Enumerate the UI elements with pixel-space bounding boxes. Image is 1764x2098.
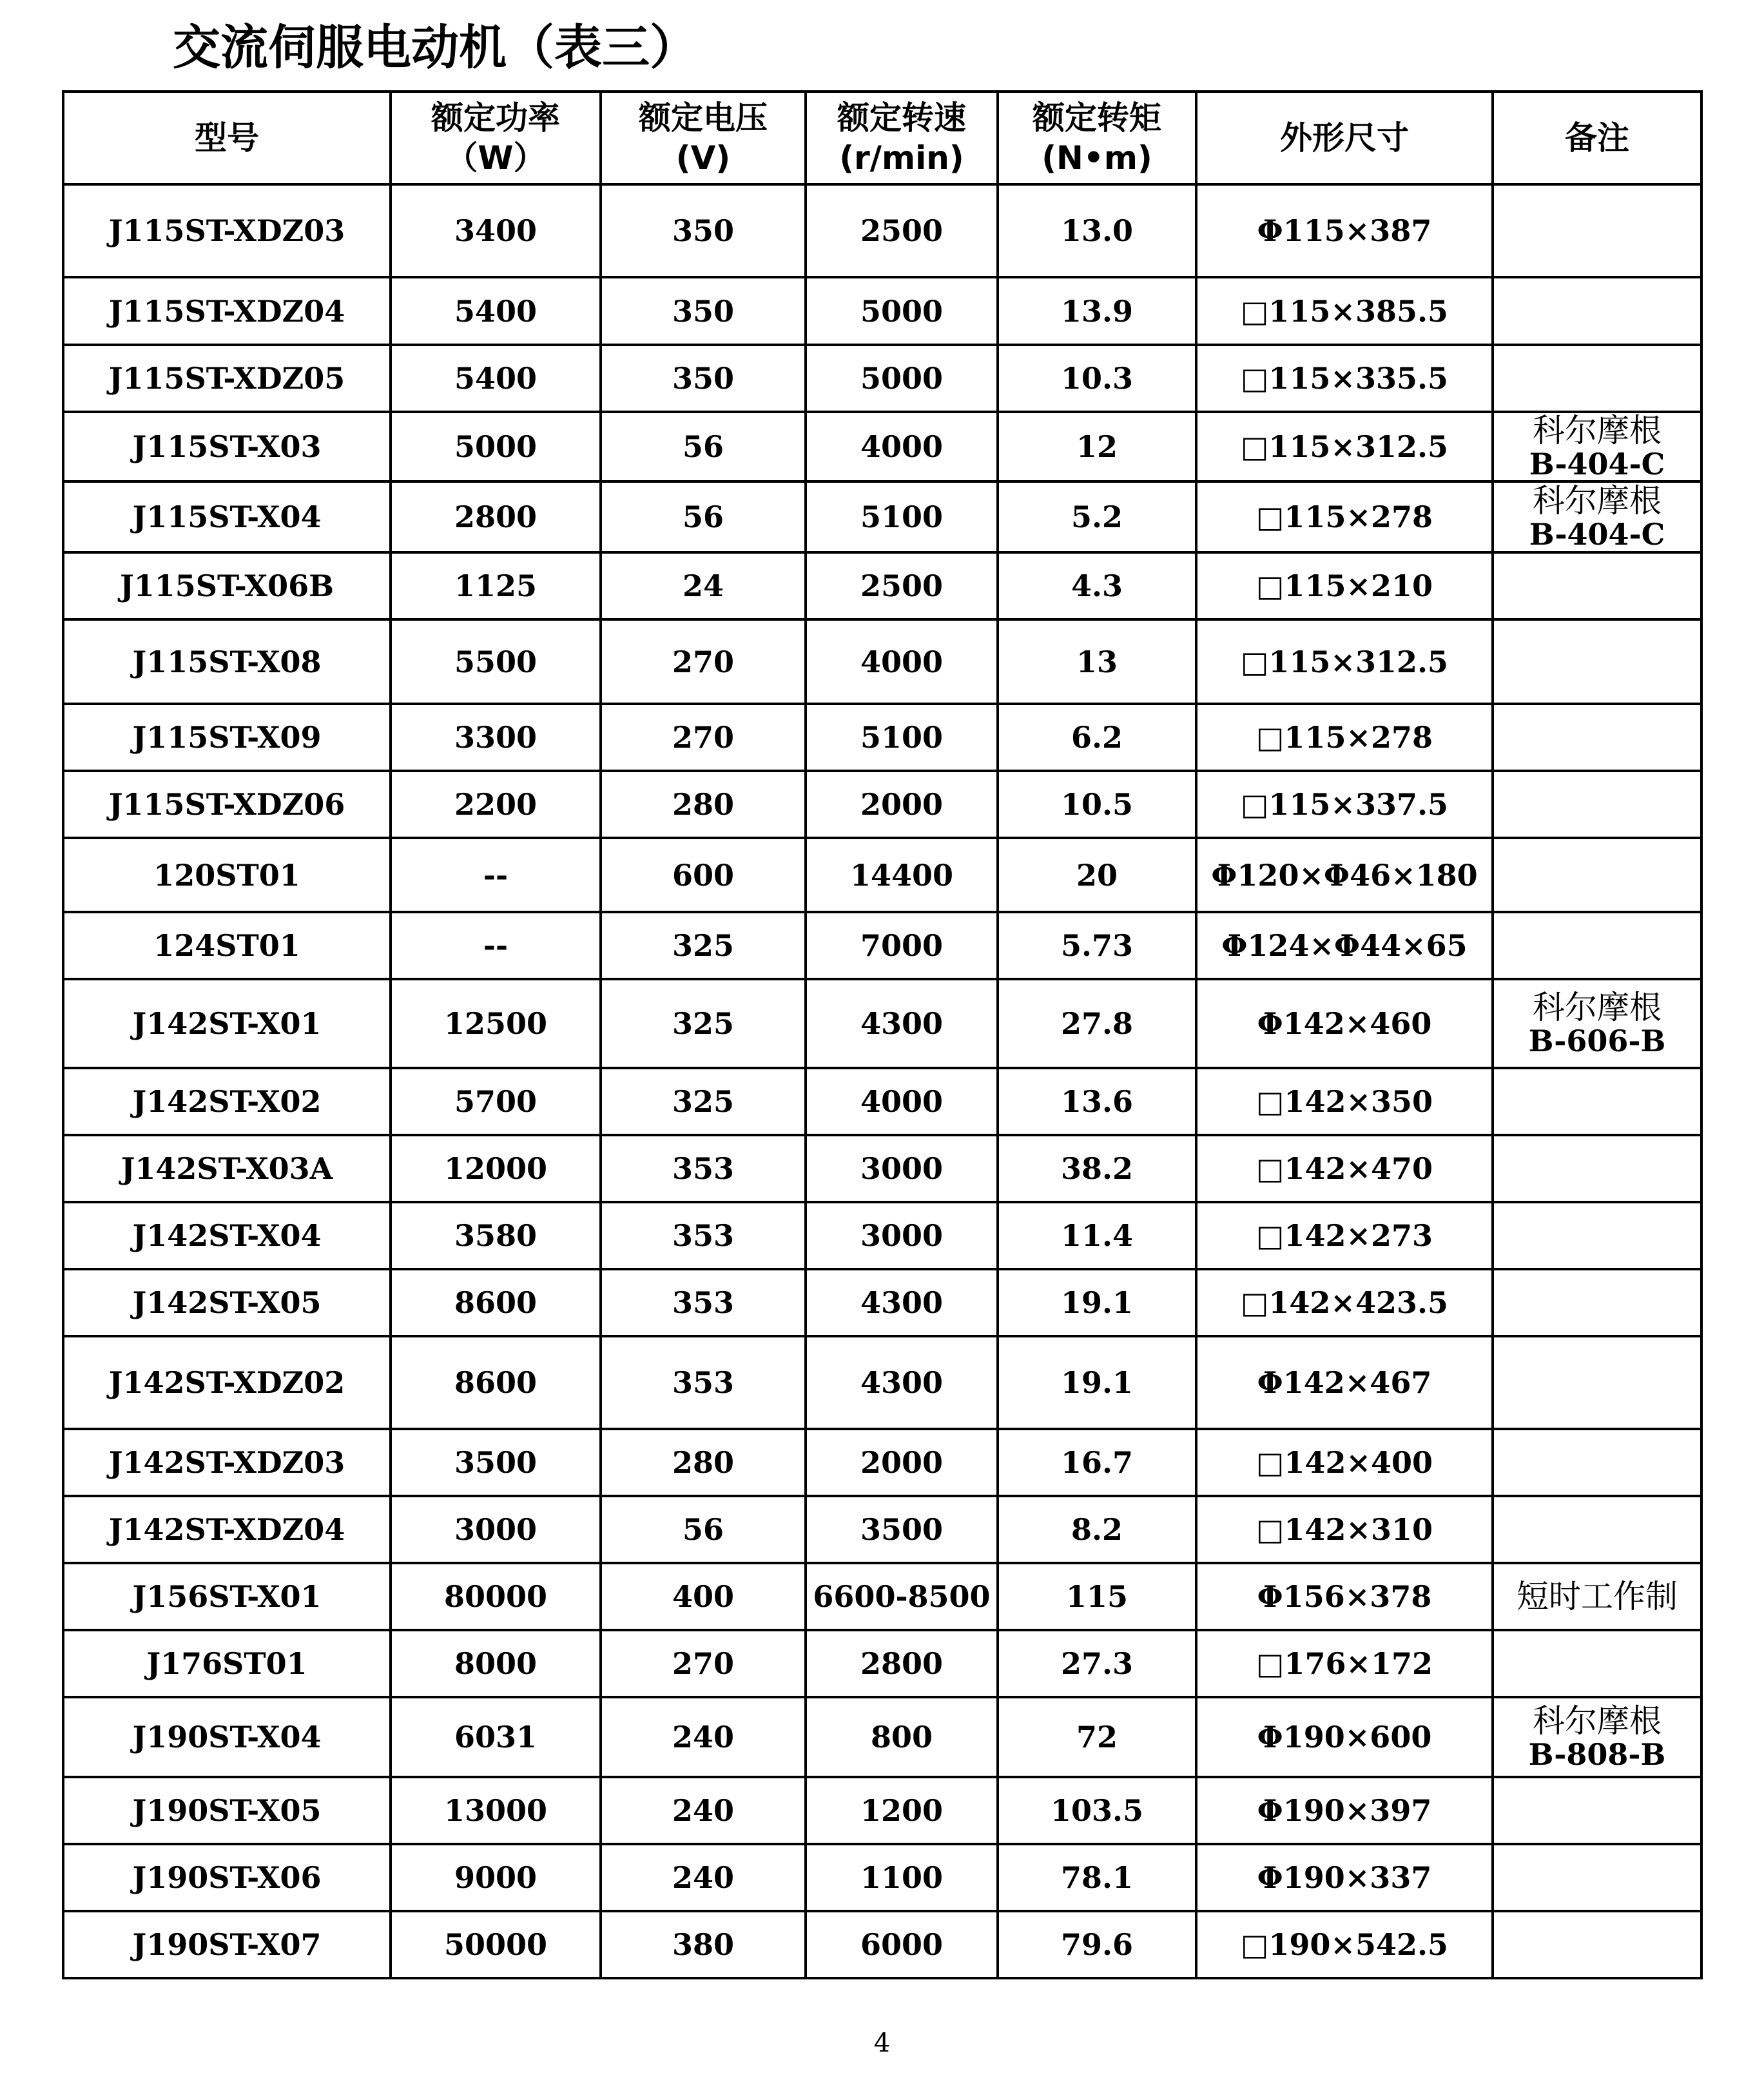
model-cell: 124ST01 bbox=[63, 912, 391, 979]
torque-cell: 8.2 bbox=[998, 1496, 1196, 1563]
note-cell bbox=[1493, 1911, 1701, 1978]
speed-cell: 6600-8500 bbox=[806, 1563, 998, 1630]
model-cell: J115ST-XDZ04 bbox=[63, 277, 391, 345]
torque-cell: 6.2 bbox=[998, 704, 1196, 771]
torque-cell: 19.1 bbox=[998, 1269, 1196, 1336]
torque-cell: 20 bbox=[998, 838, 1196, 912]
note-cell bbox=[1493, 771, 1701, 838]
table-row bbox=[63, 1135, 1701, 1202]
dimensions-cell: Φ190×600 bbox=[1196, 1697, 1493, 1777]
note-cell bbox=[1493, 1777, 1701, 1844]
voltage-cell: 240 bbox=[601, 1777, 806, 1844]
header-note bbox=[1493, 92, 1701, 184]
dimensions-cell: □142×400 bbox=[1196, 1429, 1493, 1496]
torque-cell: 27.8 bbox=[998, 979, 1196, 1068]
power-cell: 3400 bbox=[391, 184, 601, 277]
dimensions-cell: Φ142×467 bbox=[1196, 1336, 1493, 1429]
header-speed bbox=[806, 92, 998, 184]
dimensions-cell: □142×273 bbox=[1196, 1202, 1493, 1269]
model-cell: J142ST-X05 bbox=[63, 1269, 391, 1336]
table-row bbox=[63, 1911, 1701, 1978]
header-label-line: 额定功率 bbox=[431, 99, 560, 137]
header-label-line: 额定转矩 bbox=[1032, 99, 1161, 137]
model-cell: J142ST-XDZ03 bbox=[63, 1429, 391, 1496]
table-row bbox=[63, 1068, 1701, 1135]
power-cell: 80000 bbox=[391, 1563, 601, 1630]
table-row bbox=[63, 1336, 1701, 1429]
speed-cell: 4000 bbox=[806, 1068, 998, 1135]
model-cell: J115ST-X08 bbox=[63, 619, 391, 704]
model-cell: J176ST01 bbox=[63, 1630, 391, 1697]
torque-cell: 79.6 bbox=[998, 1911, 1196, 1978]
speed-cell: 4000 bbox=[806, 619, 998, 704]
power-cell: 50000 bbox=[391, 1911, 601, 1978]
note-line: 短时工作制 bbox=[1517, 1578, 1678, 1615]
dimensions-cell: □115×337.5 bbox=[1196, 771, 1493, 838]
note-cell bbox=[1493, 1336, 1701, 1429]
model-cell: J142ST-X01 bbox=[63, 979, 391, 1068]
model-cell: J115ST-X06B bbox=[63, 552, 391, 619]
torque-cell: 78.1 bbox=[998, 1844, 1196, 1911]
speed-cell: 1200 bbox=[806, 1777, 998, 1844]
dimensions-cell: □142×470 bbox=[1196, 1135, 1493, 1202]
header-label-line: (N•m) bbox=[1042, 139, 1152, 177]
torque-cell: 10.5 bbox=[998, 771, 1196, 838]
power-cell: 3300 bbox=[391, 704, 601, 771]
power-cell: -- bbox=[391, 838, 601, 912]
torque-cell: 13.6 bbox=[998, 1068, 1196, 1135]
torque-cell: 19.1 bbox=[998, 1336, 1196, 1429]
note-cell bbox=[1493, 1429, 1701, 1496]
table-row bbox=[63, 412, 1701, 481]
voltage-cell: 56 bbox=[601, 412, 806, 481]
model-cell: J190ST-X06 bbox=[63, 1844, 391, 1911]
voltage-cell: 240 bbox=[601, 1844, 806, 1911]
torque-cell: 27.3 bbox=[998, 1630, 1196, 1697]
dimensions-cell: Φ124×Φ44×65 bbox=[1196, 912, 1493, 979]
header-label-line: (r/min) bbox=[839, 139, 964, 177]
header-power bbox=[391, 92, 601, 184]
header-model bbox=[63, 92, 391, 184]
note-line: B-404-C bbox=[1529, 447, 1665, 481]
dimensions-cell: □115×335.5 bbox=[1196, 345, 1493, 412]
power-cell: 12000 bbox=[391, 1135, 601, 1202]
dimensions-cell: □142×423.5 bbox=[1196, 1269, 1493, 1336]
power-cell: 5400 bbox=[391, 345, 601, 412]
header-voltage bbox=[601, 92, 806, 184]
note-line: 科尔摩根 bbox=[1533, 482, 1662, 520]
note-cell bbox=[1493, 184, 1701, 277]
page-number: 4 bbox=[873, 2028, 891, 2058]
voltage-cell: 350 bbox=[601, 184, 806, 277]
speed-cell: 5000 bbox=[806, 277, 998, 345]
power-cell: 3580 bbox=[391, 1202, 601, 1269]
voltage-cell: 353 bbox=[601, 1269, 806, 1336]
power-cell: -- bbox=[391, 912, 601, 979]
note-cell bbox=[1493, 1496, 1701, 1563]
table-row bbox=[63, 277, 1701, 345]
voltage-cell: 600 bbox=[601, 838, 806, 912]
table-row bbox=[63, 619, 1701, 704]
speed-cell: 4300 bbox=[806, 1336, 998, 1429]
table-row bbox=[63, 838, 1701, 912]
dimensions-cell: □142×350 bbox=[1196, 1068, 1493, 1135]
table-body bbox=[63, 184, 1701, 1978]
speed-cell: 7000 bbox=[806, 912, 998, 979]
power-cell: 8600 bbox=[391, 1336, 601, 1429]
model-cell: J115ST-X03 bbox=[63, 412, 391, 481]
voltage-cell: 350 bbox=[601, 345, 806, 412]
note-cell bbox=[1493, 1697, 1701, 1777]
dimensions-cell: Φ142×460 bbox=[1196, 979, 1493, 1068]
model-cell: J190ST-X04 bbox=[63, 1697, 391, 1777]
header-torque bbox=[998, 92, 1196, 184]
table-header-row bbox=[63, 92, 1701, 184]
power-cell: 3500 bbox=[391, 1429, 601, 1496]
model-cell: J142ST-X02 bbox=[63, 1068, 391, 1135]
model-cell: J115ST-XDZ06 bbox=[63, 771, 391, 838]
model-cell: 120ST01 bbox=[63, 838, 391, 912]
dimensions-cell: Φ156×378 bbox=[1196, 1563, 1493, 1630]
table-row bbox=[63, 184, 1701, 277]
voltage-cell: 353 bbox=[601, 1336, 806, 1429]
note-cell bbox=[1493, 345, 1701, 412]
note-cell bbox=[1493, 1844, 1701, 1911]
dimensions-cell: □115×278 bbox=[1196, 481, 1493, 552]
speed-cell: 2500 bbox=[806, 184, 998, 277]
power-cell: 8000 bbox=[391, 1630, 601, 1697]
table-row bbox=[63, 1496, 1701, 1563]
dimensions-cell: Φ120×Φ46×180 bbox=[1196, 838, 1493, 912]
power-cell: 9000 bbox=[391, 1844, 601, 1911]
torque-cell: 12 bbox=[998, 412, 1196, 481]
power-cell: 12500 bbox=[391, 979, 601, 1068]
voltage-cell: 350 bbox=[601, 277, 806, 345]
note-cell bbox=[1493, 912, 1701, 979]
torque-cell: 11.4 bbox=[998, 1202, 1196, 1269]
voltage-cell: 325 bbox=[601, 912, 806, 979]
torque-cell: 115 bbox=[998, 1563, 1196, 1630]
torque-cell: 38.2 bbox=[998, 1135, 1196, 1202]
torque-cell: 13.9 bbox=[998, 277, 1196, 345]
voltage-cell: 24 bbox=[601, 552, 806, 619]
model-cell: J142ST-X04 bbox=[63, 1202, 391, 1269]
table-row bbox=[63, 1630, 1701, 1697]
model-cell: J142ST-XDZ02 bbox=[63, 1336, 391, 1429]
note-cell bbox=[1493, 552, 1701, 619]
table-row bbox=[63, 912, 1701, 979]
voltage-cell: 270 bbox=[601, 619, 806, 704]
torque-cell: 72 bbox=[998, 1697, 1196, 1777]
speed-cell: 5100 bbox=[806, 481, 998, 552]
header-dimensions bbox=[1196, 92, 1493, 184]
power-cell: 5500 bbox=[391, 619, 601, 704]
voltage-cell: 325 bbox=[601, 1068, 806, 1135]
table-row bbox=[63, 979, 1701, 1068]
table-row bbox=[63, 771, 1701, 838]
voltage-cell: 240 bbox=[601, 1697, 806, 1777]
speed-cell: 800 bbox=[806, 1697, 998, 1777]
note-cell bbox=[1493, 277, 1701, 345]
model-cell: J115ST-XDZ05 bbox=[63, 345, 391, 412]
note-cell bbox=[1493, 619, 1701, 704]
torque-cell: 10.3 bbox=[998, 345, 1196, 412]
note-line: 科尔摩根 bbox=[1533, 412, 1662, 449]
table-row bbox=[63, 1429, 1701, 1496]
note-cell bbox=[1493, 838, 1701, 912]
speed-cell: 6000 bbox=[806, 1911, 998, 1978]
table-row bbox=[63, 345, 1701, 412]
power-cell: 5400 bbox=[391, 277, 601, 345]
voltage-cell: 270 bbox=[601, 704, 806, 771]
header-label-line: (V) bbox=[675, 139, 731, 177]
note-line: B-606-B bbox=[1528, 1024, 1666, 1058]
power-cell: 1125 bbox=[391, 552, 601, 619]
table-row bbox=[63, 1697, 1701, 1777]
power-cell: 2800 bbox=[391, 481, 601, 552]
note-line: B-404-C bbox=[1529, 517, 1665, 552]
note-line: 科尔摩根 bbox=[1533, 1702, 1662, 1740]
model-cell: J142ST-X03A bbox=[63, 1135, 391, 1202]
model-cell: J115ST-X09 bbox=[63, 704, 391, 771]
table-row bbox=[63, 1202, 1701, 1269]
specs-table bbox=[62, 90, 1703, 1979]
model-cell: J156ST-X01 bbox=[63, 1563, 391, 1630]
dimensions-cell: □115×210 bbox=[1196, 552, 1493, 619]
model-cell: J142ST-XDZ04 bbox=[63, 1496, 391, 1563]
voltage-cell: 280 bbox=[601, 771, 806, 838]
speed-cell: 2000 bbox=[806, 771, 998, 838]
speed-cell: 3000 bbox=[806, 1202, 998, 1269]
power-cell: 6031 bbox=[391, 1697, 601, 1777]
dimensions-cell: Φ190×337 bbox=[1196, 1844, 1493, 1911]
table-row bbox=[63, 1777, 1701, 1844]
speed-cell: 4300 bbox=[806, 1269, 998, 1336]
table-row bbox=[63, 1269, 1701, 1336]
torque-cell: 13.0 bbox=[998, 184, 1196, 277]
torque-cell: 5.73 bbox=[998, 912, 1196, 979]
speed-cell: 3000 bbox=[806, 1135, 998, 1202]
torque-cell: 16.7 bbox=[998, 1429, 1196, 1496]
dimensions-cell: □115×385.5 bbox=[1196, 277, 1493, 345]
speed-cell: 5000 bbox=[806, 345, 998, 412]
note-cell bbox=[1493, 704, 1701, 771]
speed-cell: 4000 bbox=[806, 412, 998, 481]
voltage-cell: 270 bbox=[601, 1630, 806, 1697]
torque-cell: 4.3 bbox=[998, 552, 1196, 619]
note-cell bbox=[1493, 979, 1701, 1068]
speed-cell: 5100 bbox=[806, 704, 998, 771]
torque-cell: 103.5 bbox=[998, 1777, 1196, 1844]
dimensions-cell: □115×278 bbox=[1196, 704, 1493, 771]
note-cell bbox=[1493, 1068, 1701, 1135]
header-label-line: 额定转速 bbox=[837, 99, 966, 137]
power-cell: 8600 bbox=[391, 1269, 601, 1336]
dimensions-cell: Φ190×397 bbox=[1196, 1777, 1493, 1844]
power-cell: 3000 bbox=[391, 1496, 601, 1563]
table-row bbox=[63, 1563, 1701, 1630]
header-label-line: 型号 bbox=[195, 119, 259, 157]
note-cell bbox=[1493, 1630, 1701, 1697]
header-label-line: 外形尺寸 bbox=[1280, 119, 1409, 157]
voltage-cell: 353 bbox=[601, 1135, 806, 1202]
model-cell: J115ST-XDZ03 bbox=[63, 184, 391, 277]
header-label-line: 额定电压 bbox=[639, 99, 768, 137]
note-cell bbox=[1493, 1202, 1701, 1269]
table-row bbox=[63, 552, 1701, 619]
speed-cell: 14400 bbox=[806, 838, 998, 912]
voltage-cell: 56 bbox=[601, 1496, 806, 1563]
page-title: 交流伺服电动机（表三） bbox=[173, 20, 697, 75]
power-cell: 13000 bbox=[391, 1777, 601, 1844]
model-cell: J190ST-X07 bbox=[63, 1911, 391, 1978]
header-label-line: （W） bbox=[445, 139, 546, 177]
dimensions-cell: □115×312.5 bbox=[1196, 412, 1493, 481]
speed-cell: 3500 bbox=[806, 1496, 998, 1563]
power-cell: 2200 bbox=[391, 771, 601, 838]
note-cell bbox=[1493, 481, 1701, 552]
model-cell: J115ST-X04 bbox=[63, 481, 391, 552]
power-cell: 5700 bbox=[391, 1068, 601, 1135]
speed-cell: 4300 bbox=[806, 979, 998, 1068]
voltage-cell: 325 bbox=[601, 979, 806, 1068]
speed-cell: 2800 bbox=[806, 1630, 998, 1697]
voltage-cell: 280 bbox=[601, 1429, 806, 1496]
torque-cell: 13 bbox=[998, 619, 1196, 704]
voltage-cell: 56 bbox=[601, 481, 806, 552]
dimensions-cell: Φ115×387 bbox=[1196, 184, 1493, 277]
speed-cell: 2500 bbox=[806, 552, 998, 619]
note-cell bbox=[1493, 1563, 1701, 1630]
voltage-cell: 400 bbox=[601, 1563, 806, 1630]
dimensions-cell: □115×312.5 bbox=[1196, 619, 1493, 704]
table-row bbox=[63, 1844, 1701, 1911]
speed-cell: 1100 bbox=[806, 1844, 998, 1911]
table-row bbox=[63, 481, 1701, 552]
note-line: B-808-B bbox=[1528, 1737, 1666, 1772]
note-cell bbox=[1493, 412, 1701, 481]
dimensions-cell: □142×310 bbox=[1196, 1496, 1493, 1563]
note-cell bbox=[1493, 1269, 1701, 1336]
voltage-cell: 380 bbox=[601, 1911, 806, 1978]
dimensions-cell: □190×542.5 bbox=[1196, 1911, 1493, 1978]
torque-cell: 5.2 bbox=[998, 481, 1196, 552]
model-cell: J190ST-X05 bbox=[63, 1777, 391, 1844]
speed-cell: 2000 bbox=[806, 1429, 998, 1496]
dimensions-cell: □176×172 bbox=[1196, 1630, 1493, 1697]
header-label-line: 备注 bbox=[1565, 119, 1629, 157]
note-cell bbox=[1493, 1135, 1701, 1202]
table-row bbox=[63, 704, 1701, 771]
power-cell: 5000 bbox=[391, 412, 601, 481]
note-line: 科尔摩根 bbox=[1533, 989, 1662, 1026]
voltage-cell: 353 bbox=[601, 1202, 806, 1269]
